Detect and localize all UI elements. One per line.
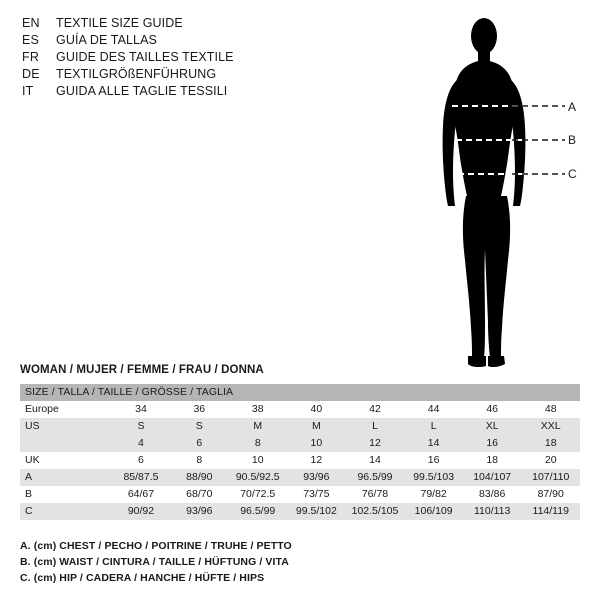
table-cell: 99.5/102	[287, 503, 346, 520]
table-cell: 48	[521, 401, 580, 418]
language-code: EN	[22, 16, 40, 30]
table-cell: S	[112, 418, 170, 435]
table-cell: M	[287, 418, 346, 435]
table-cell: 85/87.5	[112, 469, 170, 486]
table-cell: 73/75	[287, 486, 346, 503]
table-cell: 14	[404, 435, 463, 452]
language-row-it	[22, 84, 352, 98]
row-label: Europe	[20, 401, 112, 418]
language-code: DE	[22, 67, 40, 81]
table-cell: 93/96	[287, 469, 346, 486]
table-cell: 110/113	[463, 503, 522, 520]
table-row	[20, 452, 580, 469]
row-label: UK	[20, 452, 112, 469]
table-cell: 83/86	[463, 486, 522, 503]
table-cell: 6	[112, 452, 170, 469]
table-cell: XXL	[521, 418, 580, 435]
table-cell: 38	[228, 401, 287, 418]
row-label: A	[20, 469, 112, 486]
table-row	[20, 469, 580, 486]
table-cell: 96.5/99	[346, 469, 405, 486]
table-cell: 6	[170, 435, 228, 452]
language-title: TEXTILGRÖßENFÜHRUNG	[56, 67, 217, 81]
table-section-title: WOMAN / MUJER / FEMME / FRAU / DONNA	[20, 364, 264, 376]
table-cell: 42	[346, 401, 405, 418]
measurement-notes	[20, 540, 580, 588]
table-cell: 87/90	[521, 486, 580, 503]
table-cell: 107/110	[521, 469, 580, 486]
table-cell: 8	[170, 452, 228, 469]
table-row	[20, 435, 580, 452]
language-title-block	[22, 16, 352, 101]
table-cell: S	[170, 418, 228, 435]
table-header-label: SIZE / TALLA / TAILLE / GRÖSSE / TAGLIA	[25, 386, 234, 398]
measure-label-b: B	[568, 133, 577, 147]
table-cell: 93/96	[170, 503, 228, 520]
row-label	[20, 435, 112, 452]
female-silhouette-icon	[400, 10, 590, 370]
table-cell: M	[228, 418, 287, 435]
measure-label-c: C	[568, 167, 577, 181]
table-cell: 79/82	[404, 486, 463, 503]
table-row	[20, 401, 580, 418]
table-cell: 8	[228, 435, 287, 452]
note-b: B. (cm) WAIST / CINTURA / TAILLE / HÜFTUNG / VITA	[20, 556, 289, 568]
table-cell: 12	[346, 435, 405, 452]
row-label: C	[20, 503, 112, 520]
table-cell: 99.5/103	[404, 469, 463, 486]
table-cell: 10	[228, 452, 287, 469]
row-label: B	[20, 486, 112, 503]
table-row	[20, 486, 580, 503]
body-figure	[400, 10, 590, 370]
table-row	[20, 503, 580, 520]
note-c: C. (cm) HIP / CADERA / HANCHE / HÜFTE / HIPS	[20, 572, 265, 584]
table-cell: 36	[170, 401, 228, 418]
language-title: GUIDA ALLE TAGLIE TESSILI	[56, 84, 228, 98]
measure-label-a: A	[568, 100, 577, 114]
table-cell: 46	[463, 401, 522, 418]
table-cell: L	[404, 418, 463, 435]
table-cell: 34	[112, 401, 170, 418]
language-title: GUÍA DE TALLAS	[56, 33, 157, 47]
table-cell: 14	[346, 452, 405, 469]
table-cell: 90.5/92.5	[228, 469, 287, 486]
table-cell: 96.5/99	[228, 503, 287, 520]
size-table	[20, 384, 580, 520]
table-cell: 18	[521, 435, 580, 452]
note-a: A. (cm) CHEST / PECHO / POITRINE / TRUHE / PETTO	[20, 540, 292, 552]
table-row	[20, 418, 580, 435]
table-cell: 4	[112, 435, 170, 452]
language-row-en	[22, 16, 352, 30]
table-cell: 16	[463, 435, 522, 452]
table-cell: 76/78	[346, 486, 405, 503]
language-row-fr	[22, 50, 352, 64]
table-cell: 88/90	[170, 469, 228, 486]
table-cell: XL	[463, 418, 522, 435]
table-cell: 20	[521, 452, 580, 469]
table-cell: 104/107	[463, 469, 522, 486]
table-cell: 16	[404, 452, 463, 469]
language-row-de	[22, 67, 352, 81]
row-label: US	[20, 418, 112, 435]
table-cell: 40	[287, 401, 346, 418]
table-cell: 10	[287, 435, 346, 452]
table-cell: 114/119	[521, 503, 580, 520]
language-code: ES	[22, 33, 40, 47]
table-cell: 68/70	[170, 486, 228, 503]
table-cell: 64/67	[112, 486, 170, 503]
language-title: GUIDE DES TAILLES TEXTILE	[56, 50, 234, 64]
table-cell: 44	[404, 401, 463, 418]
table-cell: 70/72.5	[228, 486, 287, 503]
table-cell: 12	[287, 452, 346, 469]
table-cell: 106/109	[404, 503, 463, 520]
table-cell: 18	[463, 452, 522, 469]
table-cell: L	[346, 418, 405, 435]
language-code: FR	[22, 50, 40, 64]
table-cell: 90/92	[112, 503, 170, 520]
language-code: IT	[22, 84, 34, 98]
language-title: TEXTILE SIZE GUIDE	[56, 16, 183, 30]
table-cell: 102.5/105	[346, 503, 405, 520]
language-row-es	[22, 33, 352, 47]
table-header-row	[20, 384, 580, 401]
